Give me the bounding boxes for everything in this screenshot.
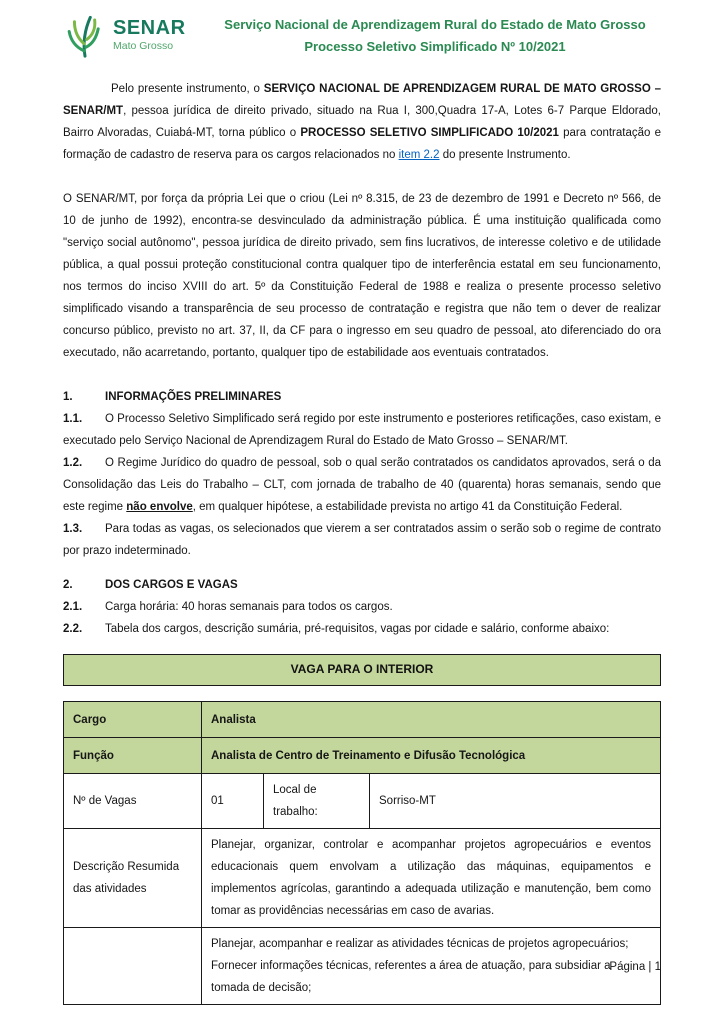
item-1-2-emphasis: não envolve xyxy=(126,501,193,513)
funcao-value-cell: Analista de Centro de Treinamento e Difusão Tecnológica xyxy=(202,738,661,774)
section-spacer xyxy=(63,562,661,574)
p1-text: do presente Instrumento. xyxy=(439,149,571,161)
atividades-label-cell xyxy=(64,928,202,1005)
item-1-1 xyxy=(63,408,661,452)
section-1-heading xyxy=(63,386,661,408)
intro-paragraph-2: O SENAR/MT, por força da própria Lei que o criou (Lei nº 8.315, de 23 de dezembro de 1991 e Decreto nº 566, de 10 de junho de 1992), encontra-se desvinculado da administração pública. É uma instituição qualificada como "serviço social autônomo", pessoa jurídica de direito privado, sem fins lucrativos, de interesse coletivo e de utilidade pública, a qual possui proteção constitucional contra qualquer tipo de interferência estatal em seu funcionamento, nos termos do inciso XVIII do art. 5º da Constituição Federal de 1988 e realiza o presente processo seletivo simplificado visando a transparência de seu processo de contratação e registra que não tem o dever de realizar concurso público, previsto no art. 37, II, da CF para o ingresso em seu quadro de pessoal, ato diferenciado do ora executado, não acarretando, portanto, qualquer tipo de estabilidade aos eventuais contratados. xyxy=(63,193,661,359)
item-2-2-text: Tabela dos cargos, descrição sumária, pré-requisitos, vagas por cidade e salário, conforme abaixo: xyxy=(105,623,610,635)
table-row-cargo xyxy=(64,702,661,738)
item-1-2 xyxy=(63,452,661,518)
descricao-value-cell: Planejar, organizar, controlar e acompanhar projetos agropecuários e eventos educacionais quem envolvam a utilização das máquinas, equipamentos e implementos agrícolas, garantindo a adequada utilização e manutenção, bem como tomar as providências necessárias em caso de avarias. xyxy=(202,829,661,928)
wheat-icon xyxy=(63,12,107,58)
vagas-label-cell: Nº de Vagas xyxy=(64,774,202,829)
item-1-2-text: , em qualquer hipótese, a estabilidade prevista no artigo 41 da Constituição Federal. xyxy=(192,501,623,513)
document-header xyxy=(63,8,661,58)
table-row-descricao xyxy=(64,829,661,928)
cargo-label-cell: Cargo xyxy=(64,702,202,738)
logo-text xyxy=(113,18,186,52)
p1-text: Pelo presente instrumento, o xyxy=(111,83,264,95)
item-2-1 xyxy=(63,596,661,618)
local-label-cell: Local de trabalho: xyxy=(264,774,370,829)
section-2-title: DOS CARGOS E VAGAS xyxy=(105,579,238,591)
section-2-heading xyxy=(63,574,661,596)
title-line-1: Serviço Nacional de Aprendizagem Rural do Estado de Mato Grosso xyxy=(224,17,646,32)
section-2-number: 2. xyxy=(63,579,73,591)
p1-process-name: PROCESSO SELETIVO SIMPLIFICADO 10/2021 xyxy=(300,127,559,139)
table-row-funcao xyxy=(64,738,661,774)
item-1-2-number: 1.2. xyxy=(63,457,83,469)
p1-entity-name: SERVIÇO NACIONAL DE APRENDIZAGEM RURAL DE MATO GROSSO – SENAR/MT xyxy=(63,83,661,117)
document-title xyxy=(209,8,661,58)
item-2-2-number: 2.2. xyxy=(63,623,83,635)
item-2-1-text: Carga horária: 40 horas semanais para todos os cargos. xyxy=(105,601,393,613)
atividades-value-cell xyxy=(202,928,661,1005)
local-value-cell: Sorriso-MT xyxy=(370,774,661,829)
logo-name: SENAR xyxy=(113,17,186,40)
item-1-2-text: O Regime Jurídico do quadro de pessoal, sob o qual serão contratados os candidatos aprovados, será o da Consolidação das Leis do Trabalho – CLT, com jornada de trabalho de 40 (quarenta) horas semanais, sendo que este regime xyxy=(63,457,661,513)
p1-text: , pessoa jurídica de direito privado, situado na Rua I, 300,Quadra 17-A, Lotes 6-7 Parque Eldorado, Bairro Alvoradas, Cuiabá-MT, torna público o xyxy=(63,105,661,139)
section-1-title: INFORMAÇÕES PRELIMINARES xyxy=(105,391,282,403)
item-1-1-number: 1.1. xyxy=(63,413,83,425)
descricao-label-cell: Descrição Resumida das atividades xyxy=(64,829,202,928)
logo-region: Mato Grosso xyxy=(113,40,174,53)
vacancy-table xyxy=(63,701,661,1005)
atividade-item: Planejar, acompanhar e realizar as atividades técnicas de projetos agropecuários; xyxy=(211,938,629,950)
funcao-label-cell: Função xyxy=(64,738,202,774)
item-1-1-text: O Processo Seletivo Simplificado será regido por este instrumento e posteriores retificações, caso existam, e executado pelo Serviço Nacional de Aprendizagem Rural do Estado de Mato Grosso – SENAR/MT. xyxy=(63,413,661,447)
table-row-atividades xyxy=(64,928,661,1005)
p1-text: para contratação e formação de cadastro de reserva para os cargos relacionados no xyxy=(63,127,661,161)
intro-paragraph-1 xyxy=(63,78,661,166)
item-2-1-number: 2.1. xyxy=(63,601,83,613)
section-1-number: 1. xyxy=(63,391,73,403)
page-number: Página | 1 xyxy=(609,961,661,973)
item-1-3 xyxy=(63,518,661,562)
table-row-vagas xyxy=(64,774,661,829)
item-2-2-link[interactable]: item 2.2 xyxy=(398,149,440,161)
senar-logo xyxy=(63,8,209,58)
cargo-value-cell: Analista xyxy=(202,702,661,738)
title-line-2: Processo Seletivo Simplificado Nº 10/2021 xyxy=(304,39,566,54)
vacancy-banner: VAGA PARA O INTERIOR xyxy=(63,654,661,686)
atividade-item: Fornecer informações técnicas, referentes a área de atuação, para subsidiar a tomada de decisão; xyxy=(211,960,611,994)
item-2-2 xyxy=(63,618,661,640)
item-1-3-text: Para todas as vagas, os selecionados que vierem a ser contratados assim o serão sob o regime de contrato por prazo indeterminado. xyxy=(63,523,661,557)
item-1-3-number: 1.3. xyxy=(63,523,83,535)
vagas-value-cell: 01 xyxy=(202,774,264,829)
